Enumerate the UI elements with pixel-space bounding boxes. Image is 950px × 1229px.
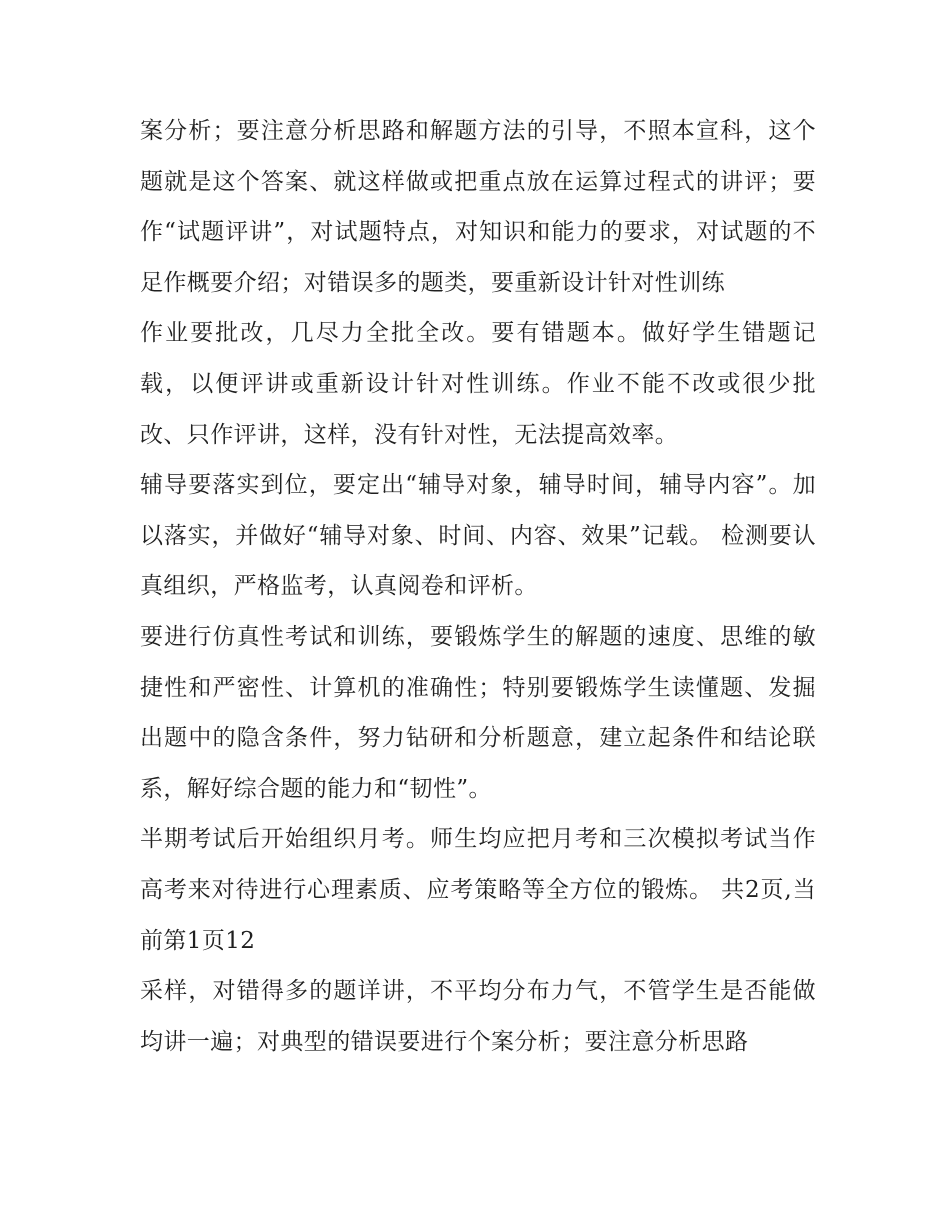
paragraph: 采样，对错得多的题详讲，不平均分布力气，不管学生是否能做均讲一遍；对典型的错误要进行个案分析；要注意分析思路 (140, 978, 816, 1055)
document-body (140, 106, 816, 1067)
paragraph: 半期考试后开始组织月考。师生均应把月考和三次模拟考试当作高考来对待进行心理素质、应考策略等全方位的锻炼。 共2页,当前第1页12 (140, 826, 816, 954)
paragraph: 案分析；要注意分析思路和解题方法的引导，不照本宣科，这个题就是这个答案、就这样做或把重点放在运算过程式的讲评；要作“试题评讲”，对试题特点，对知识和能力的要求，对试题的不足作概要介绍；对错误多的题类，要重新设计针对性训练 (140, 118, 816, 296)
paragraph: 要进行仿真性考试和训练，要锻炼学生的解题的速度、思维的敏捷性和严密性、计算机的准确性；特别要锻炼学生读懂题、发掘出题中的隐含条件，努力钻研和分析题意，建立起条件和结论联系，解好综合题的能力和“韧性”。 (140, 623, 816, 802)
paragraph: 作业要批改，几尽力全批全改。要有错题本。做好学生错题记载，以便评讲或重新设计针对性训练。作业不能不改或很少批改、只作评讲，这样，没有针对性，无法提高效率。 (140, 320, 816, 448)
paragraph: 辅导要落实到位，要定出“辅导对象，辅导时间，辅导内容”。加以落实，并做好“辅导对象、时间、内容、效果”记载。 检测要认真组织，严格监考，认真阅卷和评析。 (140, 472, 816, 600)
